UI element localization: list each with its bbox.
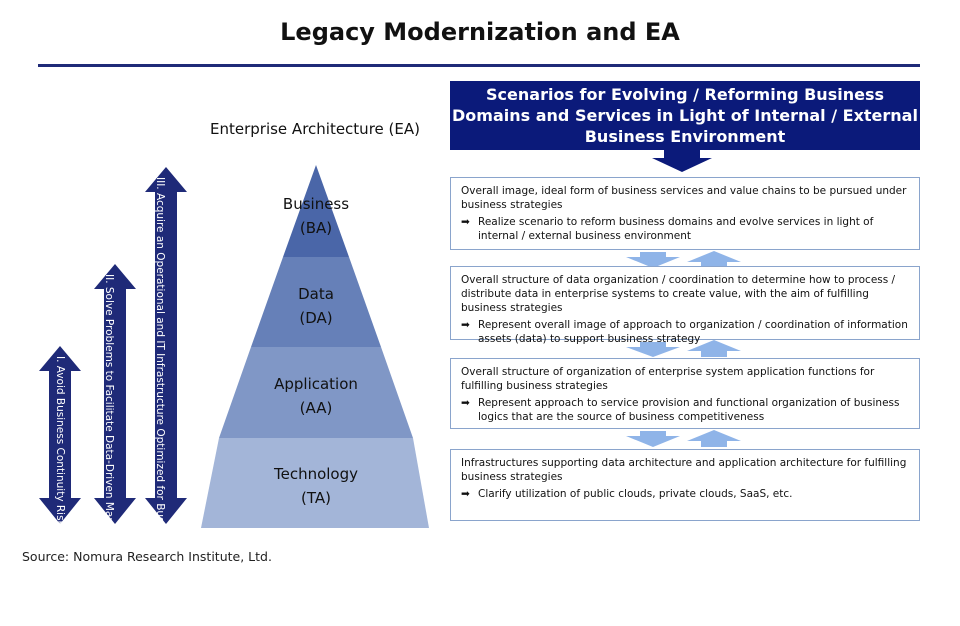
double-arrow-2 xyxy=(94,264,136,524)
layer-name: Business xyxy=(282,195,350,213)
description-main: Overall structure of organization of enterprise system application functions for fulfilling business strategies xyxy=(461,366,875,392)
double-arrow-3 xyxy=(145,167,187,524)
arrow-bullet-icon: ➡ xyxy=(461,397,470,409)
description-sub-item xyxy=(461,396,909,424)
layer-label-business xyxy=(236,192,396,240)
layer-abbr: (AA) xyxy=(299,399,333,417)
layer-name: Data xyxy=(298,285,334,303)
description-sub-item xyxy=(461,215,909,243)
description-sub: Represent overall image of approach to organization / coordination of information assets (data) to support business strategy xyxy=(478,319,908,345)
arrow-bullet-icon: ➡ xyxy=(461,488,470,500)
layer-abbr: (BA) xyxy=(299,219,333,237)
scenario-down-arrow xyxy=(652,150,712,172)
layer-label-technology xyxy=(236,462,396,510)
layer-abbr: (DA) xyxy=(299,309,333,327)
arrow-label-3: III. Acquire an Operational and IT Infrastructure Optimized for Business Enhancement xyxy=(154,177,166,626)
description-main: Infrastructures supporting data architecture and application architecture for fulfilling business strategies xyxy=(461,457,907,483)
description-box-data xyxy=(450,266,920,345)
description-sub: Clarify utilization of public clouds, private clouds, SaaS, etc. xyxy=(478,488,793,500)
description-sub: Realize scenario to reform business domains and evolve services in light of internal / external business environment xyxy=(478,216,874,242)
ea-label: Enterprise Architecture (EA) xyxy=(210,120,420,138)
up-arrow-3 xyxy=(687,430,741,447)
description-main: Overall structure of data organization / coordination to determine how to process / distribute data in enterprise systems to create value, with the aim of fulfilling business strategies xyxy=(461,274,896,314)
layer-label-application xyxy=(236,372,396,420)
layer-name: Application xyxy=(274,375,358,393)
arrow-bullet-icon: ➡ xyxy=(461,216,470,228)
arrow-label-2: II. Solve Problems to Facilitate Data-Driven Management xyxy=(103,274,115,572)
layer-label-data xyxy=(236,282,396,330)
scenario-banner: Scenarios for Evolving / Reforming Business Domains and Services in Light of Internal / External Business Environment xyxy=(450,81,920,150)
description-box-application xyxy=(450,358,920,429)
page-title: Legacy Modernization and EA xyxy=(280,18,680,46)
description-main: Overall image, ideal form of business services and value chains to be pursued under business strategies xyxy=(461,185,907,211)
description-box-business xyxy=(450,177,920,250)
source-note: Source: Nomura Research Institute, Ltd. xyxy=(22,549,272,564)
layer-name: Technology xyxy=(273,465,359,483)
description-sub-item xyxy=(461,487,909,501)
description-sub: Represent approach to service provision and functional organization of business logics that are the source of business competitiveness xyxy=(478,397,900,423)
layer-abbr: (TA) xyxy=(301,489,331,507)
description-sub-item xyxy=(461,318,909,346)
arrow-bullet-icon: ➡ xyxy=(461,319,470,331)
arrow-label-1: I. Avoid Business Continuity Risks xyxy=(54,356,66,533)
down-arrow-3 xyxy=(626,431,680,447)
description-box-technology xyxy=(450,449,920,521)
